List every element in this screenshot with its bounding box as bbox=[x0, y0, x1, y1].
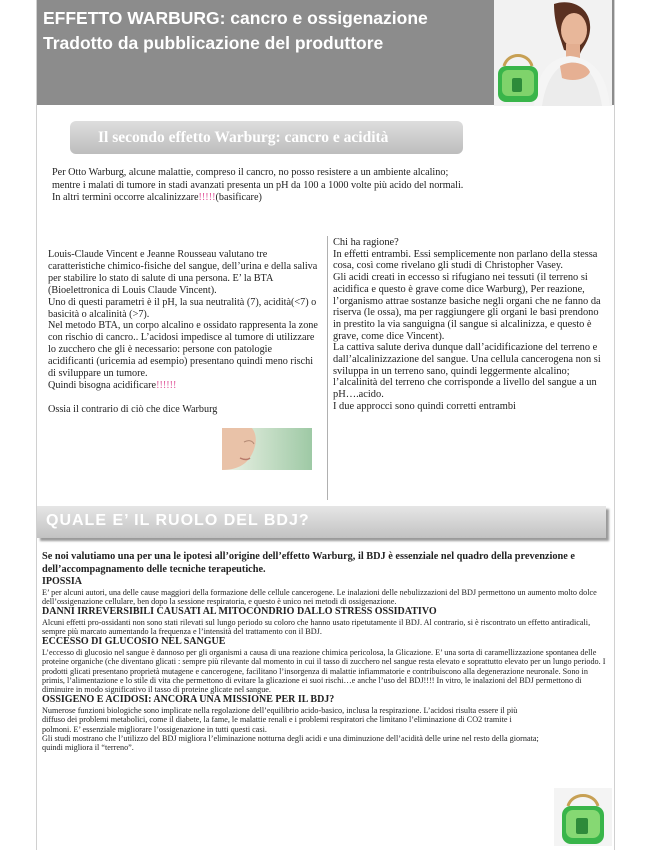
intro-line bbox=[52, 192, 612, 205]
column-divider bbox=[327, 236, 328, 500]
heading-ipossia: IPOSSIA bbox=[42, 576, 83, 587]
left-column bbox=[48, 249, 320, 416]
exclamation-accent: !!!!! bbox=[198, 192, 216, 204]
intro-line: Per Otto Warburg, alcune malattie, compreso il cancro, no posso resistere a un ambiente alcalino; bbox=[52, 167, 449, 178]
bdj-section bbox=[42, 551, 608, 753]
paragraph: Louis-Claude Vincent e Jeanne Rousseau valutano tre caratteristiche chimico-fisiche del sangue, dell’urina e della saliva per stabilire lo stato di salute di una persona. E’ la BTA (Bioelettronica di Louis Claude Vincent). bbox=[48, 249, 318, 296]
paragraph-danni: Alcuni effetti pro-ossidanti non sono stati rilevati sul lungo periodo su coloro che hanno usato ripetutamente il BDJ. Al contrario, si è riscontrato un effetto antiradicali, sempre più marcato aumentando la frequenza e l’intensità del trattamento con il BDJ. bbox=[42, 617, 591, 637]
paragraph-text: Quindi bisogna acidificare bbox=[48, 379, 157, 391]
intro-paragraph bbox=[52, 167, 612, 205]
paragraph-ipossia: E’ per alcuni autori, una delle cause maggiori della formazione delle cellule cancerogene. Le inalazioni delle nebulizzazioni del BDJ permettono un aumento molto dolce dell’ossigenazione cellulare, ben dopo la sessione respiratoria, e questo è unico nei metodi di ossigenazione. bbox=[42, 587, 597, 606]
paragraph: Nel metodo BTA, un corpo alcalino e ossidato rappresenta la zone con rischio di cancro.. L’acidosi impedisce al tumore di utilizzare lo zucchero che gli è necessario: persone con patologie acidificanti (uricemia ad esempio) presentano quindi meno rischi di sviluppare un tumore. bbox=[48, 320, 318, 380]
exclamation-accent: !!!!!! bbox=[156, 379, 177, 391]
paragraph: I due approcci sono quindi corretti entrambi bbox=[333, 400, 516, 412]
page-title bbox=[43, 6, 493, 56]
heading-glucosio: ECCESSO DI GLUCOSIO NEL SANGUE bbox=[42, 636, 226, 648]
woman-breathing-photo bbox=[494, 0, 612, 106]
page-border-left bbox=[36, 0, 37, 850]
paragraph: In effetti entrambi. Essi semplicemente non parlano della stessa cosa, così come rivelano gli studi di Christopher Vasey. bbox=[333, 248, 598, 272]
heading-acidosi: OSSIGENO E ACIDOSI: ANCORA UNA MISSIONE PER IL BDJ? bbox=[42, 694, 335, 706]
title-line-1: EFFETTO WARBURG: cancro e ossigenazione bbox=[43, 8, 428, 28]
paragraph: Uno di questi parametri è il pH, la sua neutralità (7), acidità(<7) o basicità o alcalinità (>7). bbox=[48, 296, 317, 320]
intro-text: In altri termini occorre alcalinizzare bbox=[52, 192, 199, 204]
paragraph bbox=[48, 380, 320, 392]
section-title: Il secondo effetto Warburg: cancro e acidità bbox=[98, 129, 389, 146]
paragraph: Chi ha ragione? bbox=[333, 237, 399, 248]
paragraph-glucosio: L’eccesso di glucosio nel sangue è dannoso per gli organismi a causa di una reazione chimica pericolosa, la Glicazione. E’ una sorta di caramellizzazione spontanea delle proteine organiche (che diventano glicati : sempre più rilevante dal momento in cui il tasso di zucchero nel sangue resta elevato e soprattutto elevato per un lungo periodo. I prodotti glicati presentano proprietà mutagene e cancerogene, facilitano l’insorgenza di malattie infiammatorie e contribuiscono alla degenerazione neuronale. Sono in primis, l’alimentazione e lo stile di vita che permettono di evitare la glicazione ei suoi rischi…e anche l’uso del BDJ!!!! In vitro, le inalazioni del BDJ permettono di diminuire in modo significativo il tasso di proteine glicate nel sangue. bbox=[42, 647, 606, 695]
intro-line: mentre i malati di tumore in stadi avanzati presenta un pH da 100 a 1000 volte più acido del normali. bbox=[52, 179, 464, 191]
right-column bbox=[333, 237, 609, 413]
paragraph: Ossia il contrario di ciò che dice Warburg bbox=[48, 403, 218, 415]
paragraph-acidosi: Numerose funzioni biologiche sono implicate nella regolazione dell’equilibrio acido-basico, inclusa la respirazione. L’acidosi risulta essere il più diffuso dei problemi metabolici, come il diabete, la fame, le malattie renali e i problemi respiratori che limitano l’eliminazione di CO2 tramite i polmoni. E’ essenziale migliorare l’ossigenazione in tutti questi casi. bbox=[42, 706, 518, 734]
heading-danni: DANNI IRREVERSIBILI CAUSATI AL MITOCONDRIO DALLO STRESS OSSIDATIVO bbox=[42, 606, 437, 618]
intro-text: (basificare) bbox=[215, 192, 262, 204]
section-title-bdj: QUALE E’ IL RUOLO DEL BDJ? bbox=[46, 512, 310, 529]
paragraph: Gli acidi creati in eccesso si rifugiano nei tessuti (il terreno si acidifica e questo è grave come dice Warburg), Per reazione, l’organismo attrae sostanze basiche negli organi che ne fanno da riserva (le ossa), ma per raggiungere gli organi le basi prendono in prestito la via sanguigna (il sangue si alcalinizza, e questo è grave, come dice Vincent). bbox=[333, 272, 601, 342]
page-border-right bbox=[614, 0, 615, 850]
title-line-2: Tradotto da pubblicazione del produttore bbox=[43, 33, 384, 53]
bdj-device-photo bbox=[554, 788, 612, 846]
paragraph: La cattiva salute deriva dunque dall’acidificazione del terreno e dall’alcalinizzazione del sangue. Una cellula cancerogena non si sviluppa in un terreno sano, quindi leggermente alcalino; l’alcalinità del terreno che corrisponde a livello del sangue a un pH….acido. bbox=[333, 342, 601, 401]
bdj-intro: Se noi valutiamo una per una le ipotesi all’origine dell’effetto Warburg, il BDJ è essenziale nel quadro della prevenzione e dell’accompagnamento delle tecniche terapeutiche. bbox=[42, 551, 575, 575]
paragraph-studi: Gli studi mostrano che l’utilizzo del BDJ migliora l’eliminazione notturna degli acidi e una diminuzione dell’acidità delle urine nel resto della giornata; quindi migliora il “terreno”. bbox=[42, 733, 539, 753]
face-photo bbox=[222, 428, 312, 470]
